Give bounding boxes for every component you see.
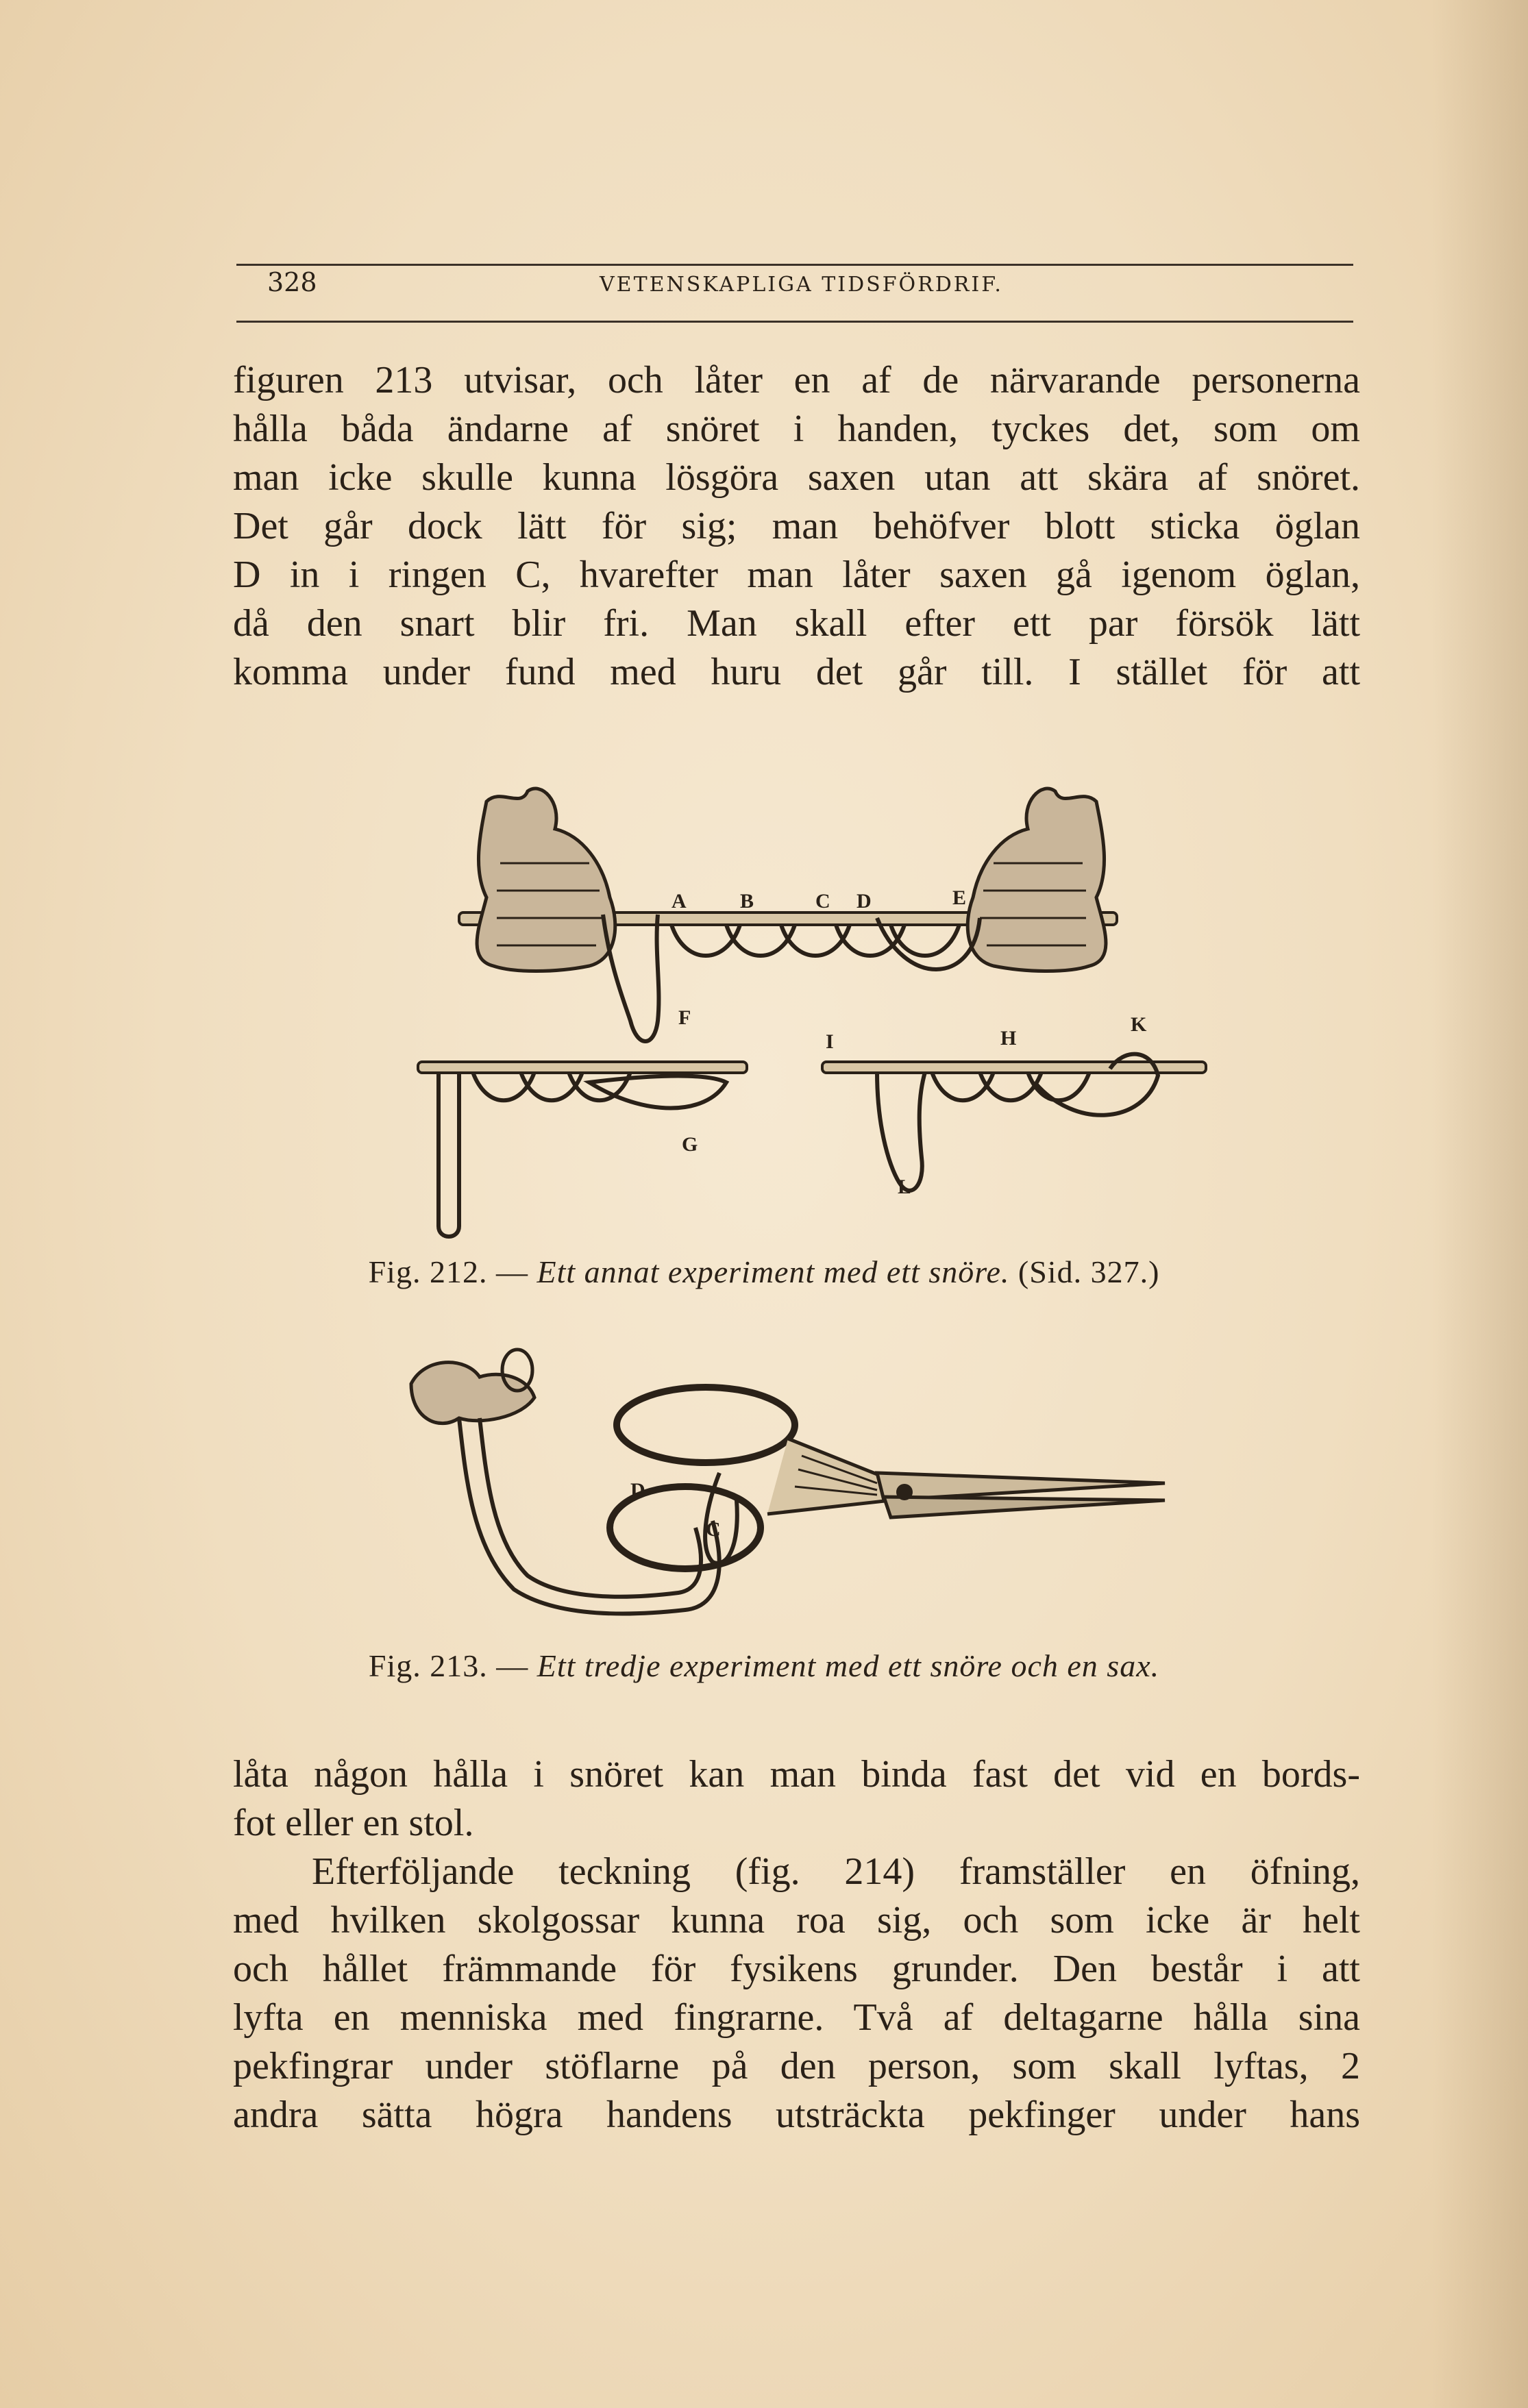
- fig213-label-D: D: [630, 1479, 645, 1502]
- figure-212-title: Ett annat experiment med ett snöre.: [537, 1254, 1010, 1289]
- lower-left-rod: [418, 1062, 747, 1073]
- fig212-label-F: F: [678, 1006, 691, 1029]
- paragraph-2: [233, 1750, 1360, 1848]
- text-line: fot eller en stol.: [233, 1802, 474, 1844]
- left-hand-icon: [477, 789, 615, 971]
- scissors-pivot: [896, 1484, 913, 1500]
- lower-right-rod: [822, 1062, 1206, 1073]
- loop-G: [589, 1076, 726, 1108]
- fig212-label-K: K: [1131, 1013, 1147, 1036]
- text-line: med hvilken skolgossar kunna roa sig, och som icke är helt: [233, 1899, 1360, 1941]
- running-head-title: VETENSKAPLIGA TIDSFÖRDRIF.: [600, 273, 1003, 297]
- figure-212-caption: [0, 1254, 1528, 1290]
- paragraph-3: [233, 1848, 1360, 2139]
- fig212-label-H: H: [1000, 1027, 1017, 1050]
- text-line: Det går dock lätt för sig; man behöfver blott sticka öglan: [233, 505, 1360, 547]
- right-hand-icon: [968, 789, 1106, 971]
- text-line: hålla båda ändarne af snöret i handen, tyckes det, som om: [233, 408, 1360, 450]
- text-line: Efterföljande teckning (fig. 214) framställer en öfning,: [312, 1850, 1360, 1893]
- scissors-handle-upper: [617, 1387, 795, 1463]
- figure-212-number: Fig. 212. —: [368, 1254, 528, 1289]
- fig212-label-I: I: [826, 1030, 834, 1053]
- figure-212-illustration: [384, 760, 1233, 1254]
- text-line: lyfta en menniska med fingrarne. Två af deltagarne hålla sina: [233, 1996, 1360, 2039]
- coils-lower-left: [473, 1072, 630, 1100]
- fig212-label-B: B: [740, 890, 754, 913]
- scissors-blade-lower: [884, 1497, 1165, 1517]
- running-head: [236, 267, 1353, 308]
- string-knot-icon: [411, 1363, 534, 1424]
- header-rule-bottom: [236, 321, 1353, 323]
- header-rule-top: [236, 264, 1353, 266]
- string-band-outer: [459, 1418, 719, 1614]
- fig212-label-L: L: [898, 1176, 912, 1198]
- text-line: låta någon hålla i snöret kan man binda fast det vid en bords-: [233, 1753, 1360, 1796]
- text-line: och hållet främmande för fysikens grunder. Den består i att: [233, 1948, 1360, 1990]
- text-line: då den snart blir fri. Man skall efter ett par försök lätt: [233, 602, 1360, 645]
- fig212-label-D: D: [857, 890, 872, 913]
- figure-213-number: Fig. 213. —: [368, 1648, 529, 1683]
- text-line: man icke skulle kunna lösgöra saxen utan att skära af snöret.: [233, 456, 1360, 499]
- text-line: komma under fund med huru det går till. I stället för att: [233, 651, 1360, 693]
- fig212-label-A: A: [671, 890, 687, 913]
- loop-lower-left: [439, 1072, 459, 1237]
- paragraph-1: [233, 356, 1360, 697]
- coils-upper: [671, 925, 959, 956]
- figure-213-title: Ett tredje experiment med ett snöre och en sax.: [537, 1648, 1160, 1683]
- coils-lower-right: [932, 1072, 1089, 1100]
- text-line: D in i ringen C, hvarefter man låter saxen gå igenom öglan,: [233, 554, 1360, 596]
- scissors-shank: [767, 1439, 891, 1514]
- figure-213-caption: [0, 1648, 1528, 1684]
- fig212-label-C: C: [815, 890, 830, 913]
- fig212-label-E: E: [952, 886, 967, 909]
- fig213-label-C: C: [706, 1518, 721, 1541]
- page-edge-shadow: [1432, 0, 1528, 2408]
- figure-212-reference: (Sid. 327.): [1018, 1254, 1160, 1289]
- text-line: figuren 213 utvisar, och låter en af de närvarande personerna: [233, 359, 1360, 401]
- figure-213-illustration: [397, 1343, 1206, 1644]
- page-number: 328: [267, 267, 317, 297]
- text-line: pekfingrar under stöflarne på den person, som skall lyftas, 2: [233, 2045, 1360, 2087]
- fig212-label-G: G: [682, 1133, 698, 1156]
- text-line: andra sätta högra handens utsträckta pekfinger under hans: [233, 2094, 1360, 2136]
- loop-L: [877, 1072, 925, 1191]
